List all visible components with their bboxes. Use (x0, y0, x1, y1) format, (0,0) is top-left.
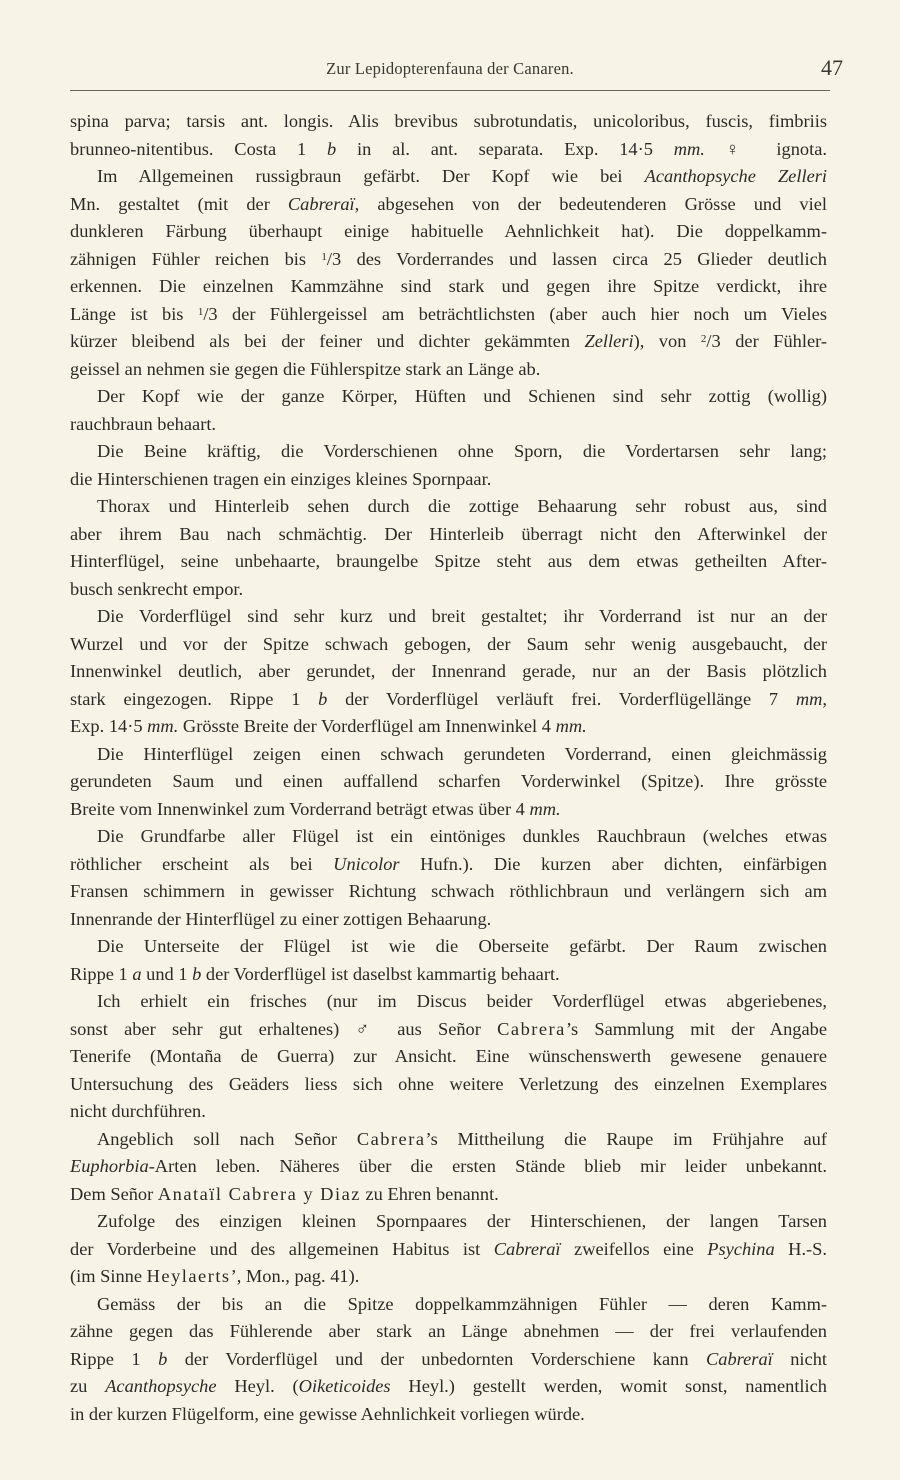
text-line: gerundeten Saum und einen auffallend scharfen Vorderwinkel (Spitze). Ihre grösste (70, 771, 827, 791)
text-line: zähne gegen das Fühlerende aber stark an Länge abnehmen — der frei verlaufenden (70, 1321, 827, 1341)
text-line: Wurzel und vor der Spitze schwach gebogen, der Saum sehr wenig ausgebaucht, der (70, 633, 827, 654)
text-line: Exp. 14·5 mm. Grösste Breite der Vorderflügel am Innenwinkel 4 mm. (70, 716, 587, 736)
text-line: zähnigen Fühler reichen bis $^1$/3 des Vorderrandes und lassen circa 25 Glieder deutlich (70, 248, 828, 269)
text-line: spina parva; tarsis ant. longis. Alis brevibus subrotundatis, unicoloribus, fuscis, fimbriis (70, 111, 827, 131)
text-line: dunkleren Färbung überhaupt einige habituelle Aehnlichkeit hat). Die doppelkamm- (70, 221, 827, 241)
text-line: Mn. gestaltet (mit der Cabreraï, abgesehen von der bedeutenderen Grösse und viel (70, 193, 827, 214)
text-line: Rippe 1 a und 1 b der Vorderflügel ist daselbst kammartig behaart. (70, 963, 560, 984)
body-text (70, 108, 827, 1428)
text-line: Hinterflügel, seine unbehaarte, braungelbe Spitze steht aus dem etwas getheilten After- (70, 551, 827, 571)
text-line: kürzer bleibend als bei der feiner und dichter gekämmten Zelleri), von $^2$/3 der Fühler- (70, 331, 827, 351)
text-line: sonst aber sehr gut erhaltenes) ♂ aus Señor Cabrera’s Sammlung mit der Angabe (70, 1018, 827, 1039)
text-line: Dem Señor Anataïl Cabrera y Diaz zu Ehren benannt. (70, 1183, 499, 1204)
text-line: stark eingezogen. Rippe 1 b der Vorderflügel verläuft frei. Vorderflügellänge 7 mm, (70, 688, 827, 709)
text-line: geissel an nehmen sie gegen die Fühlerspitze stark an Länge ab. (70, 358, 541, 379)
header-rule (70, 90, 830, 91)
text-line: Angeblich soll nach Señor Cabrera’s Mittheilung die Raupe im Frühjahre auf (97, 1128, 827, 1149)
text-line: Rippe 1 b der Vorderflügel und der unbedornten Vorderschiene kann Cabreraï nicht (70, 1348, 828, 1369)
text-line: zu Acanthopsyche Heyl. (Oiketicoides Heyl.) gestellt werden, womit sonst, namentlich (70, 1376, 827, 1396)
text-line: Innenrande der Hinterflügel zu einer zottigen Behaarung. (70, 908, 492, 929)
text-line: in der kurzen Flügelform, eine gewisse Aehnlichkeit vorliegen würde. (70, 1403, 585, 1424)
text-line: Der Kopf wie der ganze Körper, Hüften und Schienen sind sehr zottig (wollig) (97, 386, 827, 406)
text-line: Ich erhielt ein frisches (nur im Discus beider Vorderflügel etwas abgeriebenes, (97, 991, 827, 1011)
text-line: Im Allgemeinen russigbraun gefärbt. Der Kopf wie bei Acanthopsyche Zelleri (97, 166, 827, 186)
text-line: Tenerife (Montaña de Guerra) zur Ansicht. Eine wünschenswerth gewesene genauere (70, 1046, 827, 1066)
text-line: Thorax und Hinterleib sehen durch die zottige Behaarung sehr robust aus, sind (97, 496, 827, 516)
text-line: aber ihrem Bau nach schmächtig. Der Hinterleib überragt nicht den Afterwinkel der (70, 523, 827, 544)
text-line: erkennen. Die einzelnen Kammzähne sind stark und gegen ihre Spitze verdickt, ihre (70, 276, 827, 296)
text-line: brunneo-nitentibus. Costa 1 b in al. ant. separata. Exp. 14·5 mm. ♀ ignota. (70, 138, 827, 159)
text-line: busch senkrecht empor. (70, 578, 244, 599)
text-line: Euphorbia-Arten leben. Näheres über die ersten Stände blieb mir leider unbekannt. (70, 1156, 827, 1176)
text-line: Die Grundfarbe aller Flügel ist ein eintöniges dunkles Rauchbraun (welches etwas (97, 826, 827, 846)
text-line: Breite vom Innenwinkel zum Vorderrand beträgt etwas über 4 mm. (70, 798, 561, 819)
text-line: Die Hinterflügel zeigen einen schwach gerundeten Vorderrand, einen gleichmässig (97, 743, 827, 764)
page-number: 47 (821, 55, 843, 80)
text-line: Gemäss der bis an die Spitze doppelkammzähnigen Fühler — deren Kamm- (97, 1293, 827, 1314)
text-line: die Hinterschienen tragen ein einziges kleines Spornpaar. (70, 468, 492, 489)
text-line: (im Sinne Heylaerts’, Mon., pag. 41). (70, 1266, 360, 1286)
text-line: der Vorderbeine und des allgemeinen Habitus ist Cabreraï zweifellos eine Psychina H.-S. (70, 1238, 828, 1259)
running-title: Zur Lepidopterenfauna der Canaren. (326, 59, 574, 78)
text-line: Länge ist bis $^1$/3 der Fühlergeissel am beträchtlichsten (aber auch hier noch um Vieles (70, 303, 827, 324)
text-line: Fransen schimmern in gewisser Richtung schwach röthlichbraun und verlängern sich am (70, 881, 827, 901)
text-line: Untersuchung des Geäders liess sich ohne weitere Verletzung des einzelnen Exemplares (70, 1073, 827, 1094)
text-line: rauchbraun behaart. (70, 413, 217, 434)
text-line: Innenwinkel deutlich, aber gerundet, der Innenrand gerade, nur an der Basis plötzlich (70, 661, 827, 681)
text-line: Zufolge des einzigen kleinen Spornpaares der Hinterschienen, der langen Tarsen (97, 1211, 827, 1231)
text-line: Die Vorderflügel sind sehr kurz und breit gestaltet; ihr Vorderrand ist nur an der (97, 606, 827, 626)
text-line: Die Beine kräftig, die Vorderschienen ohne Sporn, die Vordertarsen sehr lang; (97, 441, 827, 461)
text-line: nicht durchführen. (70, 1101, 206, 1121)
text-line: Die Unterseite der Flügel ist wie die Oberseite gefärbt. Der Raum zwischen (97, 936, 827, 956)
text-line: röthlicher erscheint als bei Unicolor Hufn.). Die kurzen aber dichten, einfärbigen (70, 853, 827, 874)
